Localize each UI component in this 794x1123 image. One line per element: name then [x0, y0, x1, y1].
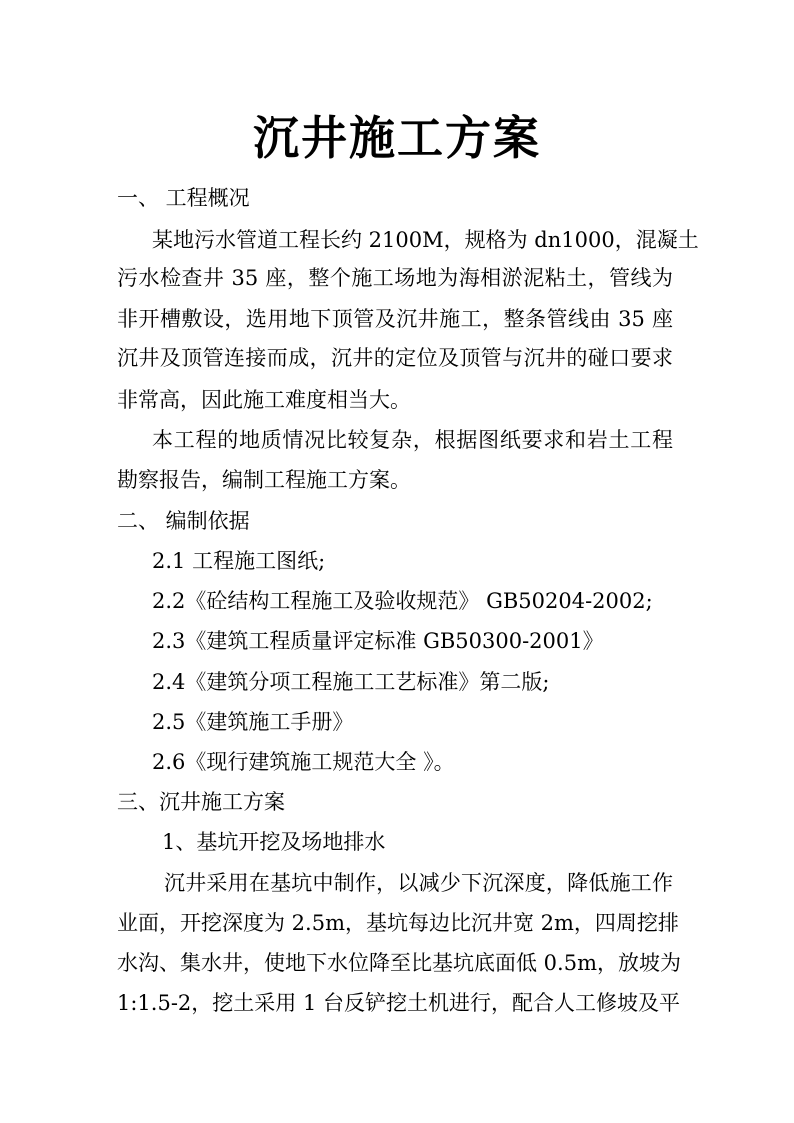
- paragraph-line: 沉井采用在基坑中制作，以减少下沉深度，降低施工作: [164, 871, 673, 895]
- basis-item: 2.3《建筑工程质量评定标准 GB50300-2001》: [152, 629, 604, 653]
- paragraph-line: 勘察报告，编制工程施工方案。: [117, 468, 411, 492]
- basis-item: 2.6《现行建筑施工规范大全 》。: [152, 750, 455, 774]
- basis-item: 2.2《砼结构工程施工及验收规范》 GB50204-2002;: [152, 589, 653, 613]
- basis-item: 2.5《建筑施工手册》: [152, 710, 354, 734]
- paragraph-line: 沉井及顶管连接而成，沉井的定位及顶管与沉井的碰口要求: [117, 346, 673, 370]
- subsection-heading: 1、基坑开挖及场地排水: [162, 830, 386, 854]
- document-title: 沉井施工方案: [253, 111, 541, 165]
- paragraph-line: 非开槽敷设，选用地下顶管及沉井施工，整条管线由 35 座: [117, 307, 673, 331]
- paragraph-line: 水沟、集水井，使地下水位降至比基坑底面低 0.5m，放坡为: [117, 951, 681, 975]
- paragraph-line: 某地污水管道工程长约 2100M，规格为 dn1000，混凝土: [152, 228, 699, 252]
- basis-item: 2.4《建筑分项工程施工工艺标准》第二版;: [152, 670, 550, 694]
- paragraph-line: 业面，开挖深度为 2.5m，基坑每边比沉井宽 2m，四周挖排: [117, 911, 679, 935]
- section-heading-plan: 三、沉井施工方案: [117, 790, 285, 814]
- paragraph-line: 非常高，因此施工难度相当大。: [117, 388, 411, 412]
- basis-item: 2.1 工程施工图纸;: [152, 549, 326, 573]
- paragraph-line: 污水检查井 35 座，整个施工场地为海相淤泥粘土，管线为: [117, 266, 673, 290]
- section-heading-overview: 一、 工程概况: [117, 186, 250, 210]
- section-heading-basis: 二、 编制依据: [117, 509, 250, 533]
- paragraph-line: 1:1.5-2，挖土采用 1 台反铲挖土机进行，配合人工修坡及平: [117, 991, 680, 1015]
- paragraph-line: 本工程的地质情况比较复杂，根据图纸要求和岩土工程: [152, 428, 673, 452]
